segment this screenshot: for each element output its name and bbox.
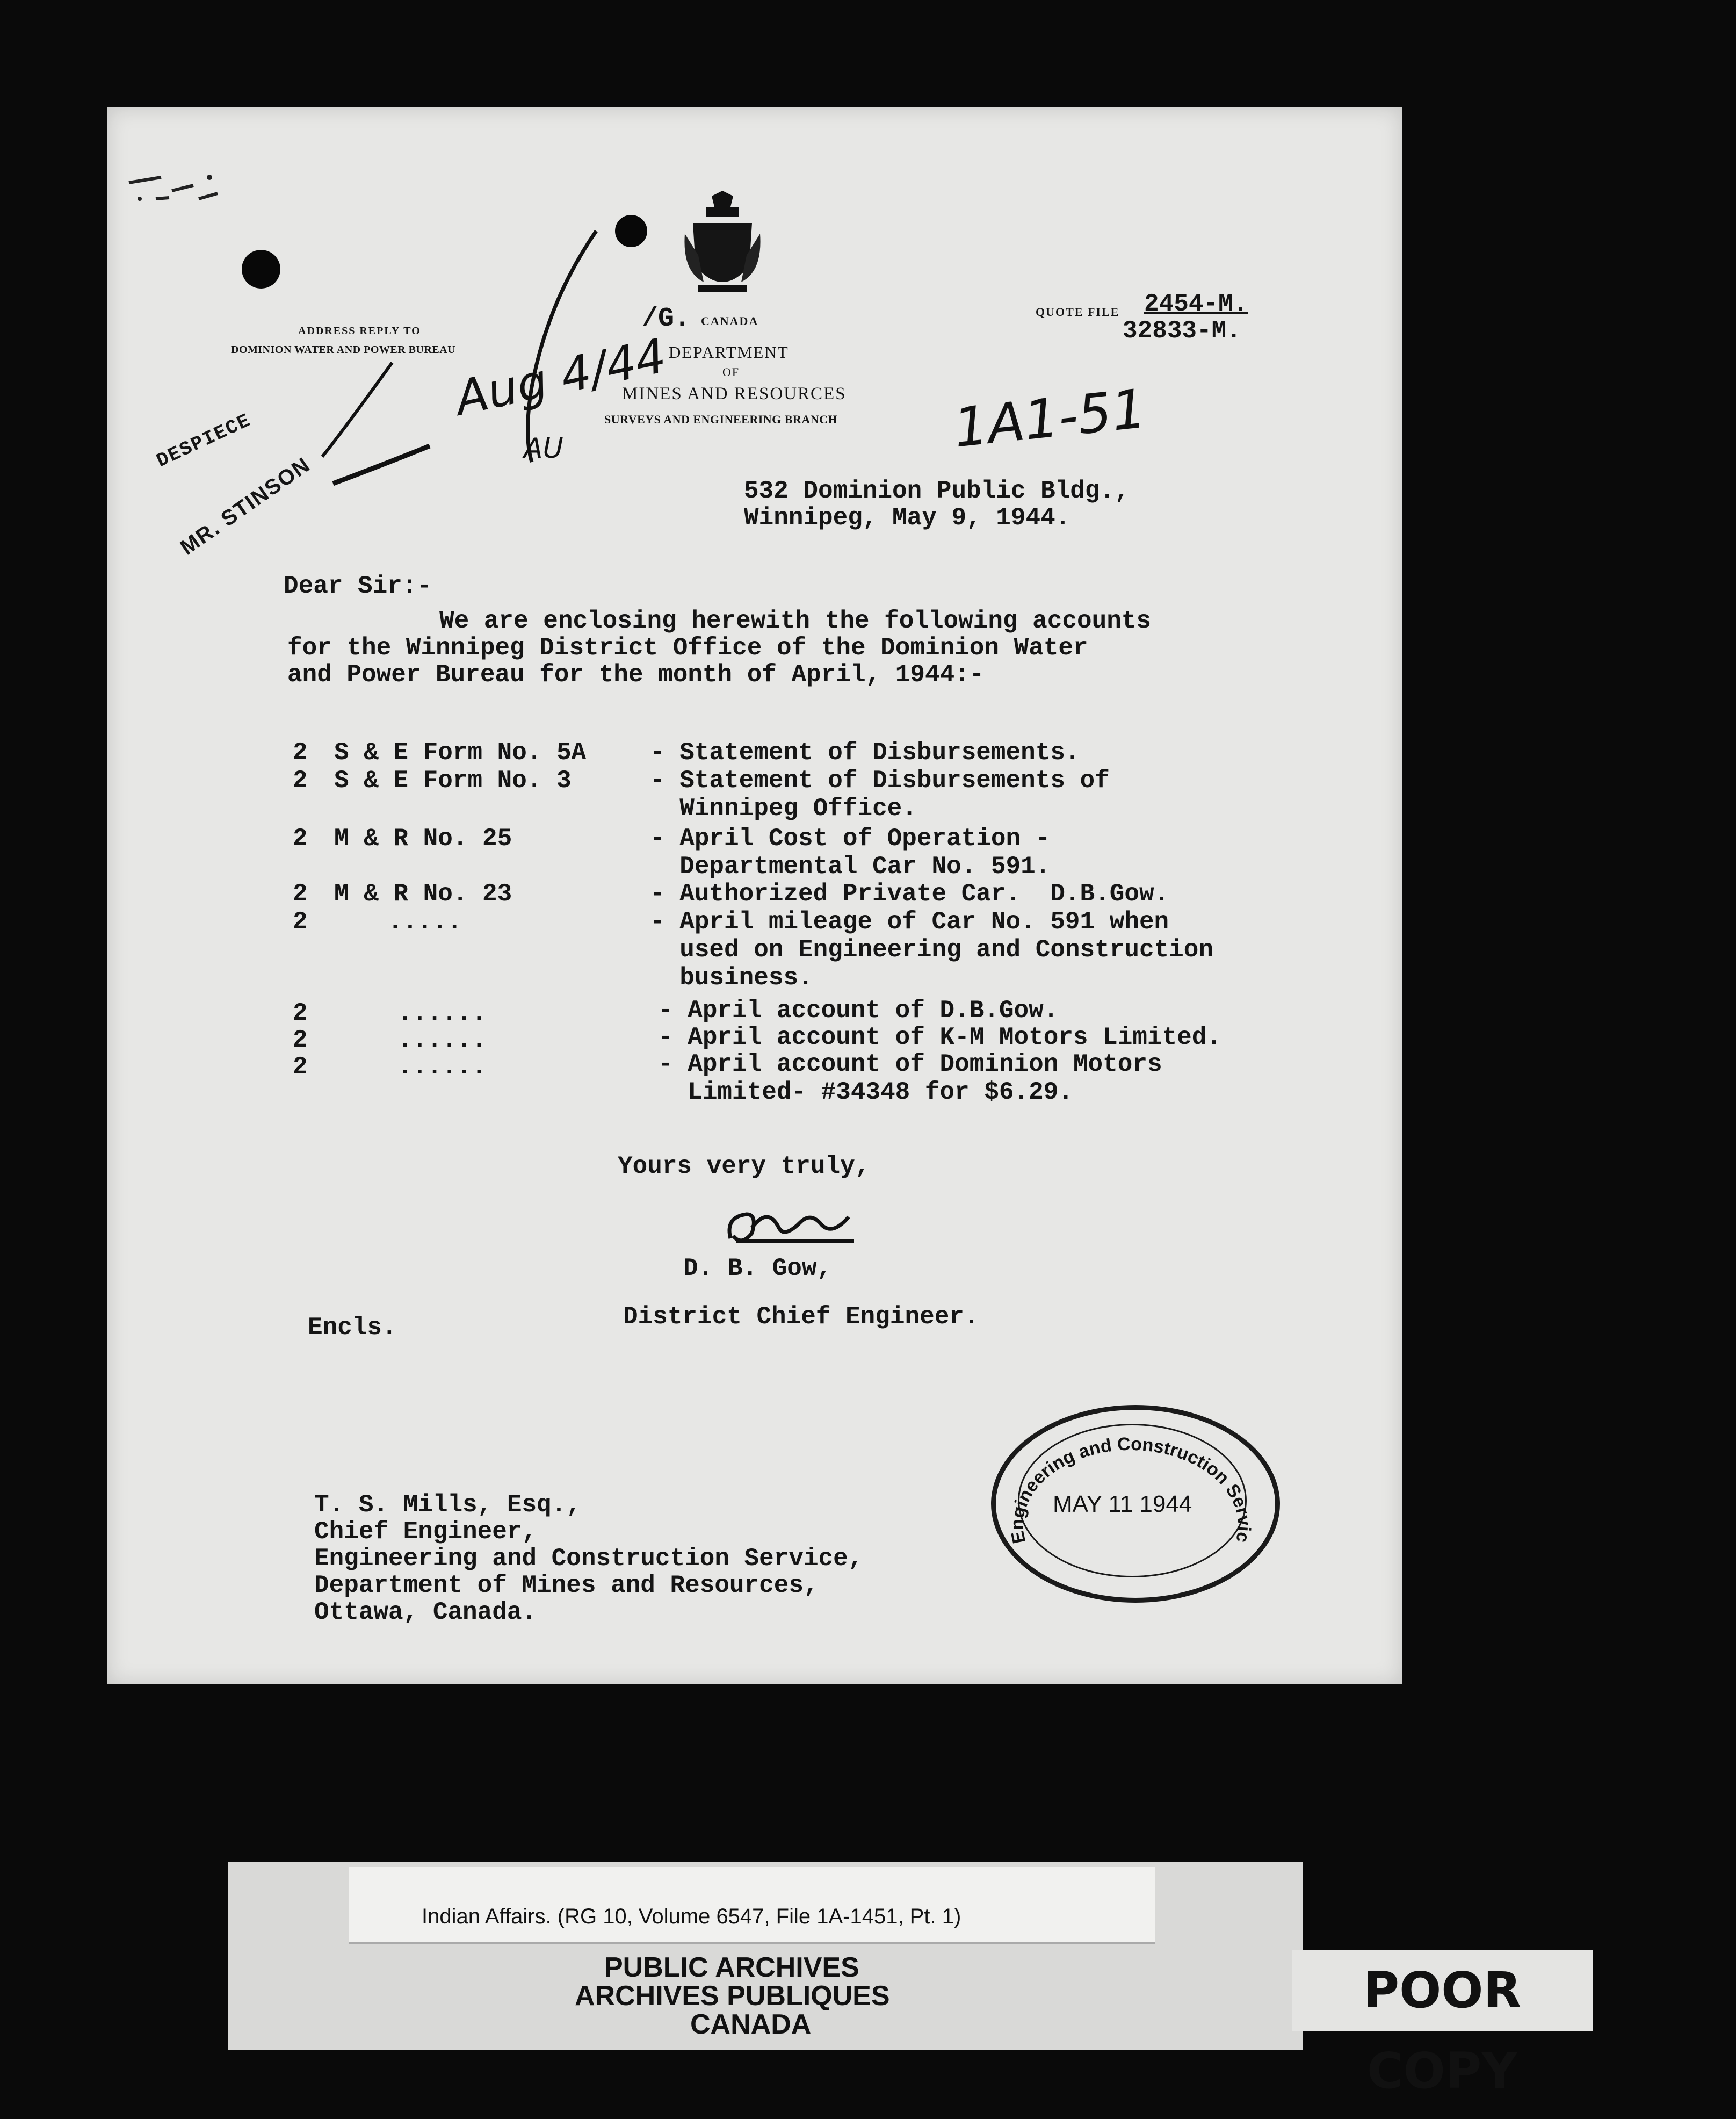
archive-line3: CANADA: [690, 2009, 812, 2040]
enclosure-qty-3: 2: [293, 825, 308, 853]
enclosure-qty-7: 2: [293, 1026, 308, 1054]
enclosure-desc-1: - Statement of Disbursements.: [650, 739, 1080, 767]
enclosures-note: Encls.: [308, 1314, 397, 1342]
enclosure-form-3: M & R No. 25: [334, 825, 512, 853]
enclosure-qty-5: 2: [293, 908, 308, 936]
enclosure-qty-6: 2: [293, 999, 308, 1027]
body-line2: for the Winnipeg District Office of the Dominion Water: [287, 634, 1088, 662]
punch-hole-left: [242, 250, 280, 289]
recipient-line2: Chief Engineer,: [314, 1518, 537, 1546]
handwritten-initials: AU: [524, 433, 563, 465]
sender-address-line1: 532 Dominion Public Bldg.,: [744, 477, 1130, 505]
letterhead-country: CANADA: [701, 314, 759, 328]
enclosure-desc-7: - April account of K-M Motors Limited.: [658, 1024, 1221, 1051]
letterhead-of: OF: [722, 365, 740, 379]
enclosure-form-2: S & E Form No. 3: [334, 767, 572, 795]
quote-file-number-2: 32833-M.: [1123, 317, 1241, 345]
archive-line2: ARCHIVES PUBLIQUES: [575, 1980, 890, 2012]
dust-marks: [124, 161, 247, 210]
enclosure-qty-2: 2: [293, 767, 308, 795]
enclosure-form-6: ......: [397, 999, 487, 1027]
sender-address-date: Winnipeg, May 9, 1944.: [744, 504, 1070, 532]
enclosure-desc-8: - April account of Dominion Motors Limited- #34348 for $6.29.: [658, 1050, 1162, 1106]
signer-name: D. B. Gow,: [683, 1255, 832, 1282]
enclosure-form-4: M & R No. 23: [334, 880, 512, 908]
received-stamp-date: MAY 11 1944: [1053, 1491, 1192, 1517]
svg-text:Engineering and Construction S: [994, 1408, 1254, 1545]
enclosure-form-1: S & E Form No. 5A: [334, 739, 587, 767]
enclosure-qty-8: 2: [293, 1053, 308, 1081]
handwritten-date-note: Aug 4/44: [450, 327, 671, 427]
signature-image: [720, 1195, 859, 1255]
archive-reference: Indian Affairs. (RG 10, Volume 6547, File 1A-1451, Pt. 1): [422, 1905, 961, 1928]
stamp-despiece: DESPIECE: [153, 409, 255, 472]
enclosure-qty-4: 2: [293, 880, 308, 908]
enclosure-qty-1: 2: [293, 739, 308, 767]
crest-prefix: /G.: [642, 304, 691, 334]
body-line1: We are enclosing herewith the following accounts: [439, 607, 1152, 635]
valediction: Yours very truly,: [618, 1152, 870, 1180]
coat-of-arms-logo: [682, 191, 763, 304]
enclosure-desc-4: - Authorized Private Car. D.B.Gow.: [650, 880, 1169, 908]
letterhead-department: DEPARTMENT: [669, 343, 789, 362]
enclosure-form-8: ......: [397, 1053, 487, 1081]
poor-copy-tag: POOR COPY: [1292, 1950, 1593, 2031]
salutation: Dear Sir:-: [284, 572, 432, 600]
quote-file-label: QUOTE FILE: [1036, 305, 1120, 319]
address-reply-line2: DOMINION WATER AND POWER BUREAU: [231, 344, 456, 356]
handwritten-file-note: 1A1-51: [950, 377, 1149, 460]
archive-line1: PUBLIC ARCHIVES: [604, 1952, 859, 1983]
stamp-mr-stinson: MR. STINSON: [176, 452, 315, 560]
recipient-line3: Engineering and Construction Service,: [314, 1545, 863, 1573]
punch-hole-top: [615, 215, 647, 247]
enclosure-desc-5: - April mileage of Car No. 591 when used on Engineering and Construction business.: [650, 908, 1213, 992]
enclosure-form-7: ......: [397, 1026, 487, 1054]
letterhead-ministry: MINES AND RESOURCES: [622, 384, 847, 403]
letterhead-branch: SURVEYS AND ENGINEERING BRANCH: [604, 413, 838, 426]
recipient-line5: Ottawa, Canada.: [314, 1598, 537, 1626]
enclosure-desc-6: - April account of D.B.Gow.: [658, 997, 1059, 1025]
enclosure-desc-2: - Statement of Disbursements of Winnipeg Office.: [650, 767, 1110, 823]
recipient-line4: Department of Mines and Resources,: [314, 1572, 819, 1599]
signer-title: District Chief Engineer.: [623, 1303, 979, 1331]
body-line3: and Power Bureau for the month of April, 1944:-: [287, 661, 985, 689]
quote-file-number-1: 2454-M.: [1144, 290, 1248, 318]
enclosure-desc-3: - April Cost of Operation - Departmental Car No. 591.: [650, 825, 1051, 881]
recipient-line1: T. S. Mills, Esq.,: [314, 1491, 581, 1519]
address-reply-line1: ADDRESS REPLY TO: [298, 325, 421, 337]
received-stamp-ring-label: Engineering and Construction Servic: [1007, 1433, 1255, 1546]
enclosure-form-5: .....: [388, 908, 462, 936]
